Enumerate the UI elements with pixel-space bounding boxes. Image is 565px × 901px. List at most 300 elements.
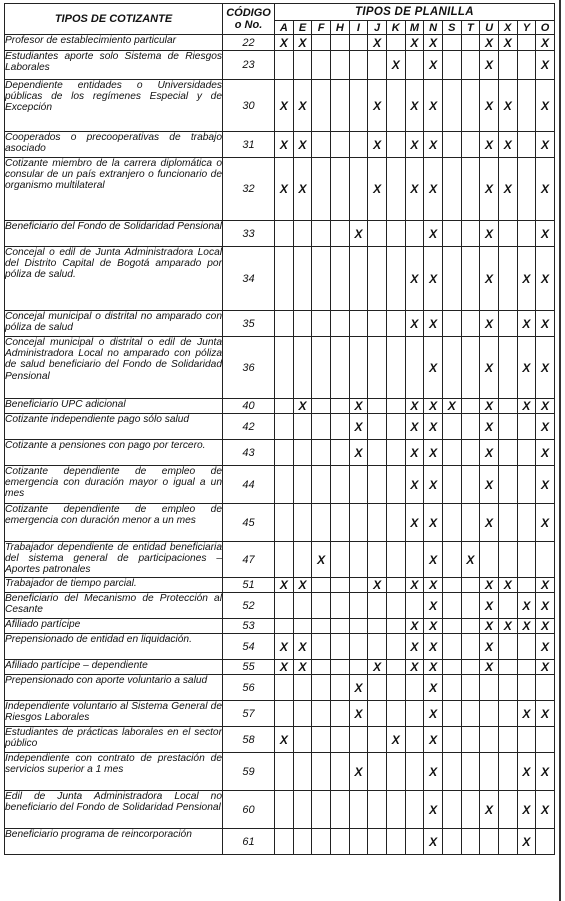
document-page (4, 3, 554, 855)
mark-cell-y: X (517, 829, 536, 855)
cotizante-code: 56 (223, 675, 275, 701)
empty-cell-e (293, 829, 312, 855)
mark-cell-u: X (480, 51, 499, 80)
empty-cell-h (330, 337, 349, 399)
cotizante-code: 54 (223, 634, 275, 660)
mark-cell-u: X (480, 619, 499, 634)
page-edge-rule (559, 0, 561, 901)
cotizante-code: 23 (223, 51, 275, 80)
empty-cell-m (405, 337, 424, 399)
mark-cell-m: X (405, 578, 424, 593)
empty-cell-j (368, 829, 387, 855)
empty-cell-a (275, 399, 294, 414)
empty-cell-f (312, 35, 331, 51)
empty-cell-x (498, 701, 517, 727)
table-row (5, 35, 555, 51)
empty-cell-t (461, 337, 480, 399)
mark-cell-u: X (480, 311, 499, 337)
header-letter-i: I (349, 21, 368, 35)
empty-cell-s (442, 634, 461, 660)
empty-cell-a (275, 504, 294, 542)
empty-cell-s (442, 791, 461, 829)
mark-cell-k: X (386, 727, 405, 753)
empty-cell-s (442, 414, 461, 440)
empty-cell-t (461, 80, 480, 132)
empty-cell-k (386, 829, 405, 855)
empty-cell-e (293, 337, 312, 399)
mark-cell-m: X (405, 247, 424, 311)
empty-cell-y (517, 578, 536, 593)
header-letter-s: S (442, 21, 461, 35)
mark-cell-y: X (517, 791, 536, 829)
mark-cell-j: X (368, 158, 387, 221)
empty-cell-y (517, 80, 536, 132)
empty-cell-i (349, 829, 368, 855)
table-row (5, 247, 555, 311)
empty-cell-u (480, 753, 499, 791)
empty-cell-k (386, 414, 405, 440)
mark-cell-i: X (349, 440, 368, 466)
empty-cell-e (293, 727, 312, 753)
mark-cell-j: X (368, 578, 387, 593)
mark-cell-m: X (405, 440, 424, 466)
empty-cell-s (442, 247, 461, 311)
empty-cell-a (275, 593, 294, 619)
mark-cell-o: X (536, 80, 555, 132)
table-row (5, 51, 555, 80)
empty-cell-x (498, 399, 517, 414)
table-row (5, 542, 555, 578)
empty-cell-m (405, 593, 424, 619)
empty-cell-y (517, 132, 536, 158)
cotizante-description: Cotizante miembro de la carrera diplomática o consular de un país extranjero o funcionario de organismo multilateral (5, 158, 223, 221)
mark-cell-u: X (480, 634, 499, 660)
empty-cell-s (442, 337, 461, 399)
empty-cell-h (330, 504, 349, 542)
empty-cell-f (312, 634, 331, 660)
empty-cell-m (405, 542, 424, 578)
empty-cell-j (368, 504, 387, 542)
cotizante-description: Beneficiario del Mecanismo de Protección al Cesante (5, 593, 223, 619)
empty-cell-s (442, 440, 461, 466)
cotizante-code: 43 (223, 440, 275, 466)
empty-cell-a (275, 337, 294, 399)
empty-cell-k (386, 753, 405, 791)
empty-cell-k (386, 35, 405, 51)
empty-cell-i (349, 504, 368, 542)
mark-cell-o: X (536, 660, 555, 675)
cotizante-description: Edil de Junta Administradora Local no beneficiario del Fondo de Solidaridad Pensional (5, 791, 223, 829)
empty-cell-y (517, 466, 536, 504)
cotizante-code: 51 (223, 578, 275, 593)
cotizante-description: Cotizante dependiente de empleo de emergencia con duración mayor o igual a un mes (5, 466, 223, 504)
table-row (5, 440, 555, 466)
cotizante-description: Cotizante a pensiones con pago por tercero. (5, 440, 223, 466)
empty-cell-h (330, 675, 349, 701)
empty-cell-t (461, 660, 480, 675)
empty-cell-i (349, 158, 368, 221)
empty-cell-f (312, 158, 331, 221)
cotizante-code: 30 (223, 80, 275, 132)
mark-cell-u: X (480, 132, 499, 158)
empty-cell-m (405, 791, 424, 829)
empty-cell-e (293, 440, 312, 466)
mark-cell-a: X (275, 132, 294, 158)
mark-cell-u: X (480, 578, 499, 593)
cotizante-code: 53 (223, 619, 275, 634)
empty-cell-i (349, 337, 368, 399)
empty-cell-h (330, 619, 349, 634)
table-row (5, 337, 555, 399)
mark-cell-y: X (517, 593, 536, 619)
table-row (5, 80, 555, 132)
empty-cell-j (368, 311, 387, 337)
mark-cell-u: X (480, 247, 499, 311)
empty-cell-x (498, 414, 517, 440)
empty-cell-j (368, 753, 387, 791)
empty-cell-j (368, 727, 387, 753)
cotizante-description: Cotizante dependiente de empleo de emergencia con duración menor a un mes (5, 504, 223, 542)
mark-cell-x: X (498, 158, 517, 221)
mark-cell-u: X (480, 337, 499, 399)
empty-cell-e (293, 51, 312, 80)
mark-cell-a: X (275, 660, 294, 675)
empty-cell-s (442, 593, 461, 619)
mark-cell-m: X (405, 414, 424, 440)
empty-cell-e (293, 619, 312, 634)
empty-cell-m (405, 701, 424, 727)
mark-cell-e: X (293, 660, 312, 675)
empty-cell-t (461, 247, 480, 311)
cotizante-description: Estudiantes de prácticas laborales en el sector público (5, 727, 223, 753)
empty-cell-f (312, 504, 331, 542)
empty-cell-t (461, 634, 480, 660)
empty-cell-x (498, 593, 517, 619)
empty-cell-j (368, 51, 387, 80)
cotizante-code: 45 (223, 504, 275, 542)
mark-cell-j: X (368, 35, 387, 51)
mark-cell-o: X (536, 619, 555, 634)
mark-cell-x: X (498, 80, 517, 132)
cotizante-description: Beneficiario programa de reincorporación (5, 829, 223, 855)
empty-cell-a (275, 701, 294, 727)
empty-cell-i (349, 247, 368, 311)
empty-cell-a (275, 311, 294, 337)
mark-cell-s: X (442, 399, 461, 414)
cotizante-code: 35 (223, 311, 275, 337)
mark-cell-y: X (517, 619, 536, 634)
empty-cell-f (312, 660, 331, 675)
empty-cell-t (461, 593, 480, 619)
empty-cell-s (442, 542, 461, 578)
empty-cell-y (517, 675, 536, 701)
empty-cell-i (349, 542, 368, 578)
empty-cell-s (442, 132, 461, 158)
mark-cell-y: X (517, 337, 536, 399)
mark-cell-m: X (405, 466, 424, 504)
empty-cell-t (461, 311, 480, 337)
table-row (5, 660, 555, 675)
empty-cell-x (498, 829, 517, 855)
table-row (5, 791, 555, 829)
mark-cell-n: X (424, 158, 443, 221)
mark-cell-e: X (293, 158, 312, 221)
empty-cell-h (330, 701, 349, 727)
empty-cell-k (386, 634, 405, 660)
cotizante-code: 59 (223, 753, 275, 791)
empty-cell-j (368, 619, 387, 634)
empty-cell-h (330, 221, 349, 247)
mark-cell-n: X (424, 504, 443, 542)
empty-cell-a (275, 247, 294, 311)
empty-cell-k (386, 542, 405, 578)
cotizante-code: 34 (223, 247, 275, 311)
cotizante-description: Prepensionado con aporte voluntario a salud (5, 675, 223, 701)
mark-cell-o: X (536, 634, 555, 660)
mark-cell-n: X (424, 414, 443, 440)
empty-cell-f (312, 701, 331, 727)
header-letter-t: T (461, 21, 480, 35)
empty-cell-x (498, 440, 517, 466)
empty-cell-i (349, 466, 368, 504)
empty-cell-x (498, 727, 517, 753)
table-row (5, 221, 555, 247)
mark-cell-n: X (424, 829, 443, 855)
empty-cell-x (498, 247, 517, 311)
header-letter-e: E (293, 21, 312, 35)
empty-cell-o (536, 727, 555, 753)
empty-cell-h (330, 399, 349, 414)
mark-cell-o: X (536, 578, 555, 593)
empty-cell-f (312, 440, 331, 466)
cotizante-description: Dependiente entidades o Universidades públicas de los regímenes Especial y de Excepción (5, 80, 223, 132)
cotizante-code: 42 (223, 414, 275, 440)
mark-cell-n: X (424, 753, 443, 791)
empty-cell-i (349, 619, 368, 634)
empty-cell-k (386, 80, 405, 132)
header-codigo-line2: o No. (234, 19, 263, 31)
table-row (5, 504, 555, 542)
cotizante-description: Concejal municipal o distrital no amparado con póliza de salud (5, 311, 223, 337)
empty-cell-x (498, 504, 517, 542)
table-row (5, 634, 555, 660)
empty-cell-m (405, 675, 424, 701)
mark-cell-o: X (536, 247, 555, 311)
mark-cell-i: X (349, 675, 368, 701)
header-codigo-line1: CÓDIGO (226, 7, 271, 19)
empty-cell-x (498, 311, 517, 337)
empty-cell-o (536, 829, 555, 855)
mark-cell-i: X (349, 399, 368, 414)
empty-cell-a (275, 414, 294, 440)
empty-cell-j (368, 399, 387, 414)
empty-cell-a (275, 466, 294, 504)
empty-cell-t (461, 221, 480, 247)
empty-cell-s (442, 35, 461, 51)
empty-cell-e (293, 311, 312, 337)
empty-cell-a (275, 221, 294, 247)
empty-cell-h (330, 311, 349, 337)
mark-cell-n: X (424, 247, 443, 311)
mark-cell-i: X (349, 701, 368, 727)
mark-cell-n: X (424, 701, 443, 727)
empty-cell-j (368, 542, 387, 578)
empty-cell-f (312, 414, 331, 440)
empty-cell-t (461, 132, 480, 158)
mark-cell-o: X (536, 593, 555, 619)
mark-cell-o: X (536, 753, 555, 791)
empty-cell-s (442, 727, 461, 753)
empty-cell-h (330, 440, 349, 466)
empty-cell-u (480, 829, 499, 855)
cotizante-description: Cooperados o precooperativas de trabajo asociado (5, 132, 223, 158)
mark-cell-u: X (480, 466, 499, 504)
empty-cell-s (442, 158, 461, 221)
empty-cell-a (275, 440, 294, 466)
empty-cell-o (536, 542, 555, 578)
empty-cell-h (330, 414, 349, 440)
empty-cell-k (386, 311, 405, 337)
mark-cell-n: X (424, 80, 443, 132)
empty-cell-a (275, 51, 294, 80)
mark-cell-j: X (368, 132, 387, 158)
empty-cell-h (330, 829, 349, 855)
mark-cell-o: X (536, 311, 555, 337)
mark-cell-j: X (368, 80, 387, 132)
empty-cell-t (461, 727, 480, 753)
mark-cell-m: X (405, 504, 424, 542)
empty-cell-f (312, 51, 331, 80)
cotizante-description: Estudiantes aporte solo Sistema de Riesgos Laborales (5, 51, 223, 80)
empty-cell-t (461, 578, 480, 593)
empty-cell-j (368, 791, 387, 829)
empty-cell-k (386, 593, 405, 619)
empty-cell-h (330, 132, 349, 158)
empty-cell-t (461, 399, 480, 414)
table-row (5, 753, 555, 791)
empty-cell-t (461, 753, 480, 791)
empty-cell-e (293, 593, 312, 619)
header-letter-o: O (536, 21, 555, 35)
mark-cell-i: X (349, 753, 368, 791)
empty-cell-x (498, 660, 517, 675)
mark-cell-y: X (517, 311, 536, 337)
empty-cell-f (312, 829, 331, 855)
mark-cell-o: X (536, 440, 555, 466)
empty-cell-f (312, 578, 331, 593)
empty-cell-k (386, 466, 405, 504)
empty-cell-a (275, 829, 294, 855)
cotizante-description: Cotizante independiente pago sólo salud (5, 414, 223, 440)
empty-cell-e (293, 701, 312, 727)
mark-cell-o: X (536, 399, 555, 414)
cotizante-code: 33 (223, 221, 275, 247)
empty-cell-t (461, 35, 480, 51)
mark-cell-e: X (293, 399, 312, 414)
mark-cell-i: X (349, 414, 368, 440)
empty-cell-t (461, 675, 480, 701)
empty-cell-x (498, 634, 517, 660)
cotizante-description: Afiliado partícipe – dependiente (5, 660, 223, 675)
empty-cell-m (405, 221, 424, 247)
mark-cell-n: X (424, 337, 443, 399)
empty-cell-a (275, 675, 294, 701)
empty-cell-s (442, 221, 461, 247)
empty-cell-e (293, 791, 312, 829)
empty-cell-j (368, 701, 387, 727)
mark-cell-i: X (349, 221, 368, 247)
empty-cell-k (386, 578, 405, 593)
cotizante-code: 22 (223, 35, 275, 51)
empty-cell-e (293, 414, 312, 440)
empty-cell-h (330, 80, 349, 132)
cotizante-description: Beneficiario UPC adicional (5, 399, 223, 414)
mark-cell-e: X (293, 578, 312, 593)
mark-cell-f: X (312, 542, 331, 578)
empty-cell-y (517, 221, 536, 247)
empty-cell-h (330, 634, 349, 660)
empty-cell-y (517, 542, 536, 578)
empty-cell-x (498, 791, 517, 829)
mark-cell-e: X (293, 80, 312, 132)
mark-cell-m: X (405, 80, 424, 132)
empty-cell-h (330, 35, 349, 51)
mark-cell-u: X (480, 504, 499, 542)
empty-cell-s (442, 660, 461, 675)
empty-cell-h (330, 660, 349, 675)
cotizante-description: Trabajador de tiempo parcial. (5, 578, 223, 593)
empty-cell-u (480, 675, 499, 701)
empty-cell-i (349, 132, 368, 158)
mark-cell-n: X (424, 593, 443, 619)
mark-cell-x: X (498, 35, 517, 51)
empty-cell-k (386, 247, 405, 311)
mark-cell-o: X (536, 51, 555, 80)
empty-cell-h (330, 542, 349, 578)
mark-cell-o: X (536, 221, 555, 247)
mark-cell-o: X (536, 158, 555, 221)
empty-cell-x (498, 466, 517, 504)
empty-cell-e (293, 504, 312, 542)
mark-cell-n: X (424, 51, 443, 80)
table-row (5, 158, 555, 221)
mark-cell-e: X (293, 634, 312, 660)
header-row-top (5, 4, 555, 21)
empty-cell-f (312, 791, 331, 829)
header-letter-j: J (368, 21, 387, 35)
mark-cell-m: X (405, 660, 424, 675)
empty-cell-k (386, 619, 405, 634)
empty-cell-u (480, 727, 499, 753)
mark-cell-n: X (424, 619, 443, 634)
empty-cell-x (498, 542, 517, 578)
empty-cell-t (461, 414, 480, 440)
empty-cell-k (386, 791, 405, 829)
empty-cell-h (330, 466, 349, 504)
empty-cell-i (349, 660, 368, 675)
mark-cell-e: X (293, 132, 312, 158)
cotizante-code: 31 (223, 132, 275, 158)
mark-cell-u: X (480, 35, 499, 51)
mark-cell-y: X (517, 753, 536, 791)
empty-cell-s (442, 504, 461, 542)
empty-cell-m (405, 753, 424, 791)
mark-cell-n: X (424, 35, 443, 51)
empty-cell-y (517, 414, 536, 440)
empty-cell-s (442, 466, 461, 504)
table-row (5, 311, 555, 337)
mark-cell-n: X (424, 399, 443, 414)
